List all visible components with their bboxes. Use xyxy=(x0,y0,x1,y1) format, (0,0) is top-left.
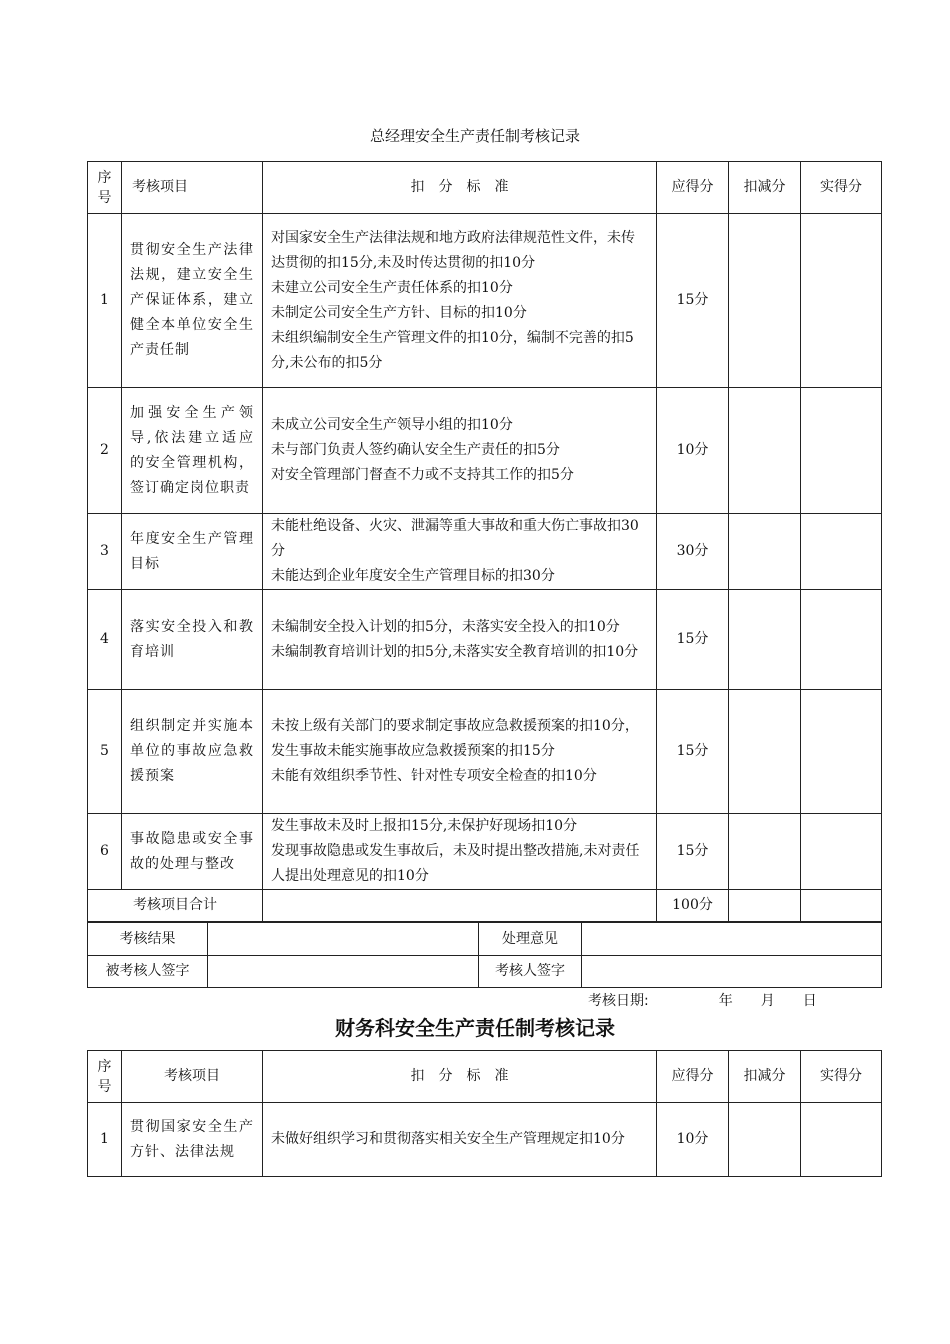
row-actual[interactable] xyxy=(801,814,882,890)
assessee-sign-label: 被考核人签字 xyxy=(88,956,208,988)
row-criteria: 未编制安全投入计划的扣5分，未落实安全投入的扣10分 未编制教育培训计划的扣5分,未落实安全教育培训的扣10分 xyxy=(263,590,657,690)
row-deduct[interactable] xyxy=(729,388,801,514)
total-criteria-cell xyxy=(263,890,657,922)
row-item: 落实安全投入和教育培训 xyxy=(122,590,263,690)
row-score: 30分 xyxy=(657,514,729,590)
row-criteria: 未做好组织学习和贯彻落实相关安全生产管理规定扣10分 xyxy=(263,1103,657,1177)
table2-header-row xyxy=(88,1051,882,1103)
row-deduct[interactable] xyxy=(729,214,801,388)
header-criteria: 扣 分 标 准 xyxy=(263,1051,657,1103)
row-criteria: 未按上级有关部门的要求制定事故应急救援预案的扣10分，发生事故未能实施事故应急救援预案的扣15分 未能有效组织季节性、针对性专项安全检查的扣10分 xyxy=(263,690,657,814)
total-score: 100分 xyxy=(657,890,729,922)
header-actual-score: 实得分 xyxy=(801,1051,882,1103)
assessment-date: 考核日期: 年 月 日 xyxy=(588,993,817,1009)
header-item: 考核项目 xyxy=(122,162,263,214)
row-score: 10分 xyxy=(657,1103,729,1177)
row-actual[interactable] xyxy=(801,1103,882,1177)
table1-title: 总经理安全生产责任制考核记录 xyxy=(369,127,580,145)
row-score: 15分 xyxy=(657,590,729,690)
header-item: 考核项目 xyxy=(122,1051,263,1103)
header-deduct-score: 扣减分 xyxy=(729,1051,801,1103)
row-deduct[interactable] xyxy=(729,514,801,590)
header-seq: 序号 xyxy=(88,162,122,214)
row-actual[interactable] xyxy=(801,214,882,388)
row-seq: 1 xyxy=(88,1103,122,1177)
row-item: 年度安全生产管理目标 xyxy=(122,514,263,590)
header-criteria: 扣 分 标 准 xyxy=(263,162,657,214)
row-criteria: 未成立公司安全生产领导小组的扣10分 未与部门负责人签约确认安全生产责任的扣5分 对安全管理部门督查不力或不支持其工作的扣5分 xyxy=(263,388,657,514)
header-deduct-score: 扣减分 xyxy=(729,162,801,214)
row-seq: 2 xyxy=(88,388,122,514)
total-deduct-cell xyxy=(729,890,801,922)
row-seq: 6 xyxy=(88,814,122,890)
table-row xyxy=(88,690,882,814)
assessee-sign-field[interactable] xyxy=(208,956,479,988)
row-actual[interactable] xyxy=(801,514,882,590)
row-seq: 3 xyxy=(88,514,122,590)
row-deduct[interactable] xyxy=(729,1103,801,1177)
opinion-field[interactable] xyxy=(582,923,882,956)
table-row xyxy=(88,590,882,690)
row-score: 15分 xyxy=(657,814,729,890)
table1 xyxy=(87,161,882,922)
table1-header-row xyxy=(88,162,882,214)
row-item: 贯彻安全生产法律法规，建立安全生产保证体系，建立健全本单位安全生产责任制 xyxy=(122,214,263,388)
row-actual[interactable] xyxy=(801,690,882,814)
table-row xyxy=(88,214,882,388)
row-item: 组织制定并实施本单位的事故应急救援预案 xyxy=(122,690,263,814)
table1-signoff xyxy=(87,922,882,988)
row-item: 贯彻国家安全生产方针、法律法规 xyxy=(122,1103,263,1177)
row-criteria: 对国家安全生产法律法规和地方政府法律规范性文件，未传达贯彻的扣15分,未及时传达贯彻的扣10分 未建立公司安全生产责任体系的扣10分 未制定公司安全生产方针、目标的扣10分 未组织编制安全生产管理文件的扣10分，编制不完善的扣5分,未公布的扣5分 xyxy=(263,214,657,388)
row-score: 10分 xyxy=(657,388,729,514)
table-row xyxy=(88,1103,882,1177)
header-actual-score: 实得分 xyxy=(801,162,882,214)
row-seq: 5 xyxy=(88,690,122,814)
row-score: 15分 xyxy=(657,214,729,388)
header-seq: 序号 xyxy=(88,1051,122,1103)
row-actual[interactable] xyxy=(801,388,882,514)
row-score: 15分 xyxy=(657,690,729,814)
table-row xyxy=(88,514,882,590)
row-item: 加强安全生产领导,依法建立适应的安全管理机构，签订确定岗位职责 xyxy=(122,388,263,514)
row-actual[interactable] xyxy=(801,590,882,690)
total-actual-cell xyxy=(801,890,882,922)
row-deduct[interactable] xyxy=(729,814,801,890)
row-deduct[interactable] xyxy=(729,590,801,690)
assessor-sign-field[interactable] xyxy=(582,956,882,988)
table2 xyxy=(87,1050,882,1177)
header-should-score: 应得分 xyxy=(657,1051,729,1103)
header-should-score: 应得分 xyxy=(657,162,729,214)
table2-title: 财务科安全生产责任制考核记录 xyxy=(335,1016,615,1040)
assessor-sign-label: 考核人签字 xyxy=(479,956,582,988)
table-row xyxy=(88,388,882,514)
row-item: 事故隐患或安全事故的处理与整改 xyxy=(122,814,263,890)
row-criteria: 未能杜绝设备、火灾、泄漏等重大事故和重大伤亡事故扣30分 未能达到企业年度安全生产管理目标的扣30分 xyxy=(263,514,657,590)
table1-total-row xyxy=(88,890,882,922)
result-label: 考核结果 xyxy=(88,923,208,956)
result-field[interactable] xyxy=(208,923,479,956)
row-seq: 1 xyxy=(88,214,122,388)
row-deduct[interactable] xyxy=(729,690,801,814)
opinion-label: 处理意见 xyxy=(479,923,582,956)
row-criteria: 发生事故未及时上报扣15分,未保护好现场扣10分 发现事故隐患或发生事故后，未及时提出整改措施,未对责任人提出处理意见的扣10分 xyxy=(263,814,657,890)
row-seq: 4 xyxy=(88,590,122,690)
total-label: 考核项目合计 xyxy=(88,890,263,922)
table-row xyxy=(88,814,882,890)
